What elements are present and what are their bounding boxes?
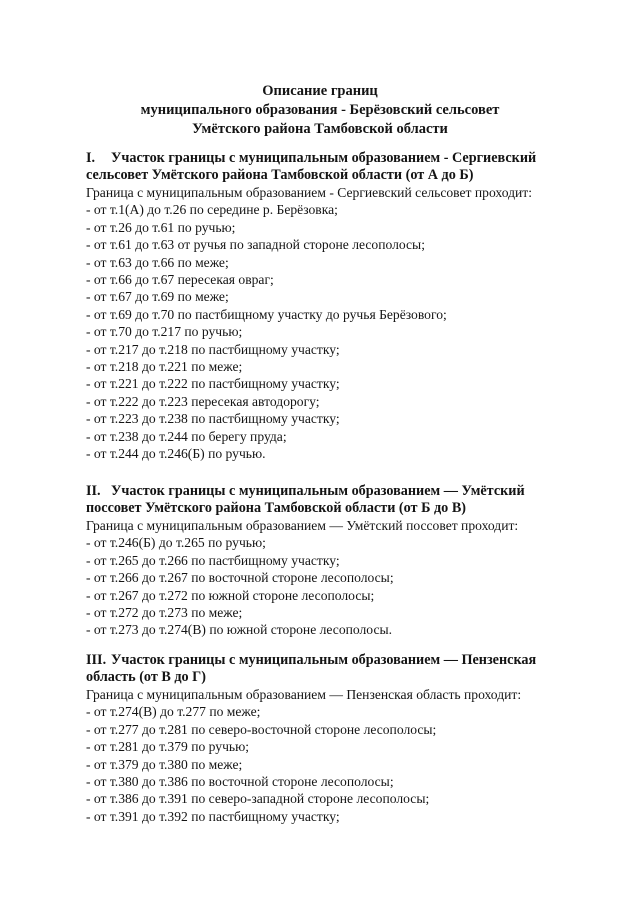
boundary-item: - от т.386 до т.391 по северо-западной стороне лесополосы;	[86, 791, 430, 807]
boundary-item: - от т.1(А) до т.26 по середине р. Берёзовка;	[86, 202, 338, 218]
boundary-item: - от т.281 до т.379 по ручью;	[86, 739, 250, 755]
title-line-1: Описание границ	[262, 83, 378, 99]
boundary-item: - от т.61 до т.63 от ручья по западной стороне лесополосы;	[86, 237, 425, 253]
section-3	[86, 652, 606, 825]
section-heading	[86, 652, 606, 686]
boundary-item: - от т.63 до т.66 по меже;	[86, 254, 229, 270]
section-intro: Граница с муниципальным образованием — Умётский поссовет проходит:	[86, 518, 519, 533]
heading-line-1: Участок границы с муниципальным образованием - Сергиевский	[111, 150, 537, 166]
heading-line-1: Участок границы с муниципальным образованием — Пензенская	[111, 652, 537, 668]
section-number: I.	[86, 150, 96, 166]
boundary-item: - от т.67 до т.69 по меже;	[86, 289, 229, 305]
boundary-item: - от т.70 до т.217 по ручью;	[86, 324, 243, 340]
boundary-item: - от т.244 до т.246(Б) по ручью.	[86, 446, 266, 462]
boundary-item: - от т.218 до т.221 по меже;	[86, 359, 243, 375]
boundary-item: - от т.277 до т.281 по северо-восточной стороне лесополосы;	[86, 721, 437, 737]
boundary-item: - от т.217 до т.218 по пастбищному участку;	[86, 341, 340, 357]
boundary-item: - от т.391 до т.392 по пастбищному участку;	[86, 808, 340, 824]
section-heading	[86, 150, 606, 184]
boundary-item: - от т.267 до т.272 по южной стороне лесополосы;	[86, 587, 375, 603]
boundary-item: - от т.223 до т.238 по пастбищному участку;	[86, 411, 340, 427]
boundary-item: - от т.26 до т.61 по ручью;	[86, 219, 236, 235]
document-title	[0, 82, 640, 139]
boundary-item: - от т.221 до т.222 по пастбищному участку;	[86, 376, 340, 392]
section-number: II.	[86, 483, 101, 499]
section-heading	[86, 483, 606, 517]
boundary-item: - от т.273 до т.274(В) по южной стороне лесополосы.	[86, 622, 393, 638]
boundary-list	[86, 534, 606, 638]
boundary-item: - от т.266 до т.267 по восточной стороне лесополосы;	[86, 570, 394, 586]
boundary-item: - от т.69 до т.70 по пастбищному участку до ручья Берёзового;	[86, 306, 447, 322]
heading-line-2: поссовет Умётского района Тамбовской области (от Б до В)	[86, 500, 467, 516]
section-1	[86, 150, 606, 463]
title-line-2: муниципального образования - Берёзовский сельсовет	[140, 102, 500, 118]
title-line-3: Умётского района Тамбовской области	[192, 121, 448, 137]
boundary-item: - от т.379 до т.380 по меже;	[86, 756, 243, 772]
boundary-list	[86, 201, 606, 462]
section-2	[86, 483, 606, 639]
heading-line-1: Участок границы с муниципальным образованием — Умётский	[111, 483, 525, 499]
boundary-list	[86, 703, 606, 825]
boundary-item: - от т.265 до т.266 по пастбищному участку;	[86, 552, 340, 568]
section-number: III.	[86, 652, 107, 668]
boundary-item: - от т.238 до т.244 по берегу пруда;	[86, 428, 287, 444]
section-intro: Граница с муниципальным образованием - Сергиевский сельсовет проходит:	[86, 185, 533, 200]
section-intro: Граница с муниципальным образованием — Пензенская область проходит:	[86, 687, 522, 702]
boundary-item: - от т.274(В) до т.277 по меже;	[86, 704, 261, 720]
boundary-item: - от т.66 до т.67 пересекая овраг;	[86, 272, 274, 288]
boundary-item: - от т.380 до т.386 по восточной стороне лесополосы;	[86, 774, 394, 790]
boundary-item: - от т.222 до т.223 пересекая автодорогу;	[86, 393, 320, 409]
heading-line-2: область (от В до Г)	[86, 669, 206, 685]
boundary-item: - от т.246(Б) до т.265 по ручью;	[86, 535, 266, 551]
boundary-item: - от т.272 до т.273 по меже;	[86, 605, 243, 621]
heading-line-2: сельсовет Умётского района Тамбовской области (от А до Б)	[86, 167, 474, 183]
